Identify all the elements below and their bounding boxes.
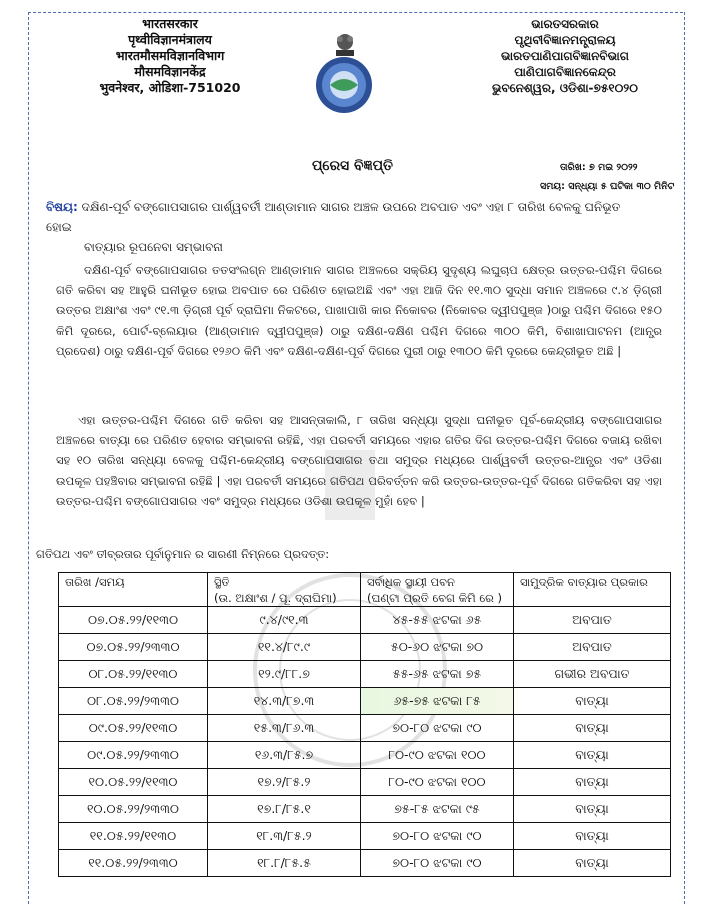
header-right-line: ଭାରତପାଣିପାଗବିଜ୍ଞାନବିଭାଗ bbox=[500, 49, 629, 63]
cell-date-time: ୧୦.୦୫.୨୨/୧୧୩୦ bbox=[59, 769, 208, 796]
table-row bbox=[59, 796, 671, 823]
cell-date-time: ୦୯.୦୫.୨୨/୨୩୩୦ bbox=[59, 742, 208, 769]
time-label: ସମୟ: ସନ୍ଧ୍ୟା ୫ ଘଟିକା ୩୦ ମିନିଟ bbox=[540, 181, 675, 192]
cell-wind: ୫୫-୬୫ ଝଟକା ୭୫ bbox=[361, 661, 514, 688]
cell-wind: ୬୫-୭୫ ଝଟକା ୮୫ bbox=[361, 688, 514, 715]
cell-position: ୧୪.୩/୮୭.୩ bbox=[208, 688, 361, 715]
cell-position: ୧୧.୪/୮୯.୯ bbox=[208, 634, 361, 661]
header-line: ସାମୁଦ୍ରିକ ବାତ୍ୟାର ପ୍ରକାର bbox=[520, 575, 648, 589]
cell-wind: ୭୦-୮୦ ଝଟକା ୯୦ bbox=[361, 823, 514, 850]
header-left-line: मौसमविज्ञानकेंद्र bbox=[134, 64, 206, 79]
header-line: (ଘଣ୍ଟା ପ୍ରତି ବେଗ କିମି ରେ ) bbox=[367, 591, 502, 605]
header-right-line: ଭୁବନେଶ୍ୱର, ଓଡିଶା-୭୫୧୦୨୦ bbox=[492, 81, 638, 95]
cell-date-time: ୧୧.୦୫.୨୨/୨୩୩୦ bbox=[59, 850, 208, 877]
page-frame-top bbox=[28, 12, 683, 13]
header-right-line: ଭାରତସରକାର bbox=[531, 17, 599, 31]
table-row bbox=[59, 823, 671, 850]
cell-wind: ୭୦-୮୦ ଝଟକା ୯୦ bbox=[361, 715, 514, 742]
header-left-hindi bbox=[60, 16, 280, 96]
cell-position: ୧୭.୮/୮୫.୧ bbox=[208, 796, 361, 823]
cell-type: ଅବପାତ bbox=[514, 634, 671, 661]
cell-position: ୧୮.୮/୮୫.୫ bbox=[208, 850, 361, 877]
cell-position: ୧୭.୨/୮୫.୨ bbox=[208, 769, 361, 796]
cell-position: ୯.୪/୯୧.୩ bbox=[208, 607, 361, 634]
cell-date-time: ୦୭.୦୫.୨୨/୨୩୩୦ bbox=[59, 634, 208, 661]
table-row bbox=[59, 850, 671, 877]
cell-type: ବାତ୍ୟା bbox=[514, 796, 671, 823]
header-line: ସ୍ଥିତି bbox=[214, 575, 230, 589]
table-row bbox=[59, 634, 671, 661]
cell-date-time: ୧୦.୦୫.୨୨/୨୩୩୦ bbox=[59, 796, 208, 823]
cell-wind: ୮୦-୯୦ ଝଟକା ୧୦୦ bbox=[361, 769, 514, 796]
header-line: ତାରିଖ /ସମୟ bbox=[65, 575, 125, 589]
table-row bbox=[59, 769, 671, 796]
cell-position: ୧୮.୩/୮୫.୨ bbox=[208, 823, 361, 850]
table-row bbox=[59, 661, 671, 688]
cell-type: ବାତ୍ୟା bbox=[514, 715, 671, 742]
cell-date-time: ୦୭.୦୫.୨୨/୧୧୩୦ bbox=[59, 607, 208, 634]
cell-wind: ୫୦-୬୦ ଝଟକା ୭୦ bbox=[361, 634, 514, 661]
cell-type: ବାତ୍ୟା bbox=[514, 823, 671, 850]
imd-logo-icon bbox=[308, 55, 380, 119]
header-left-line: भारतसरकार bbox=[142, 16, 198, 31]
cell-position: ୧୫.୩/୮୬.୩ bbox=[208, 715, 361, 742]
table-row bbox=[59, 742, 671, 769]
cell-wind: ୭୦-୮୦ ଝଟକା ୯୦ bbox=[361, 850, 514, 877]
header-line: (ଉ. ଅକ୍ଷାଂଶ / ପୂ. ଦ୍ରାଘିମା) bbox=[214, 591, 337, 605]
cell-date-time: ୧୧.୦୫.୨୨/୧୧୩୦ bbox=[59, 823, 208, 850]
subject-block bbox=[46, 197, 646, 257]
table-row bbox=[59, 688, 671, 715]
header-right-odia bbox=[450, 16, 680, 96]
subject-text: ଦକ୍ଷିଣ-ପୂର୍ବ ବଙ୍ଗୋପସାଗର ପାର୍ଶ୍ୱବର୍ତୀ ଆଣ୍ଡାମାନ ସାଗର ଅଞ୍ଚଳ ଉପରେ ଅବପାତ ଏବଂ ଏହା ୮ ତାରିଖ ବେଳକୁ ଘନିଭୂତ ହୋଇ bbox=[46, 200, 621, 234]
cell-wind: ୮୦-୯୦ ଝଟକା ୧୦୦ bbox=[361, 742, 514, 769]
cell-type: ଅବପାତ bbox=[514, 607, 671, 634]
header-left-line: भारतमौसमविज्ञानविभाग bbox=[115, 48, 225, 63]
cell-date-time: ୦୮.୦୫.୨୨/୨୩୩୦ bbox=[59, 688, 208, 715]
subject-text-continued: ବାତ୍ୟାର ରୂପନେବା ସମ୍ଭାବନା bbox=[84, 240, 223, 254]
header-right-line: ପୃଥିବୀବିଜ୍ଞାନମନ୍ତ୍ରାଳୟ bbox=[514, 33, 616, 47]
cell-type: ଗଭୀର ଅବପାତ bbox=[514, 661, 671, 688]
header-left-line: भुवनेश्वर, ओडिशा-751020 bbox=[99, 80, 241, 95]
cell-type: ବାତ୍ୟା bbox=[514, 850, 671, 877]
table-row bbox=[59, 715, 671, 742]
cell-wind: ୭୫-୮୫ ଝଟକା ୯୫ bbox=[361, 796, 514, 823]
cell-type: ବାତ୍ୟା bbox=[514, 742, 671, 769]
table-caption: ଗତିପଥ ଏବଂ ତୀବ୍ରତାର ପୂର୍ବାନୁମାନ ର ସାରଣୀ ନିମ୍ନରେ ପ୍ରଦତ୍ତ: bbox=[36, 547, 330, 561]
header-position bbox=[208, 573, 361, 607]
header-left-line: पृथ्वीविज्ञानमंत्रालय bbox=[128, 32, 212, 47]
cell-type: ବାତ୍ୟା bbox=[514, 769, 671, 796]
cell-date-time: ୦୮.୦୫.୨୨/୧୧୩୦ bbox=[59, 661, 208, 688]
header-right-line: ପାଣିପାଗବିଜ୍ଞାନକେନ୍ଦ୍ର bbox=[514, 65, 616, 79]
paragraph-1: ଦକ୍ଷିଣ-ପୂର୍ବ ବଙ୍ଗୋପସାଗର ତତସଂଲଗ୍ନ ଆଣ୍ଡାମାନ ସାଗର ଅଞ୍ଚଳରେ ସକ୍ରିୟ ସୁଦୃଶ୍ୟ ଲଘୁଚାପ କ୍ଷେତ୍ର ଉତ୍ତର-ପଶ୍ଚିମ ଦିଗରେ ଗତି କରିବା ସହ ଆହୁରି ଘନୀଭୂତ ହୋଇ ଅବପାତ ରେ ପରିଣତ ହୋଇଅଛି ଏବଂ ଏହା ଆଜି ଦିନ ୧୧.୩୦ ସୁଦ୍ଧା ସମାନ ଅଞ୍ଚଳରେ ୯.୪ ଡ଼ିଗ୍ରୀ ଉତ୍ତର ଅକ୍ଷାଂଶ ଏବଂ ୯୧.୩ ଡ଼ିଗ୍ରୀ ପୂର୍ବ ଦ୍ରାଘିମା ନିକଟରେ, ପାଖାପାଖି କାର ନିକୋବର (ନିକୋବର ଦ୍ୱୀପପୁଞ୍ଜ )ଠାରୁ ପଶ୍ଚିମ ଦିଗରେ ୧୫୦ କିମି ଦୂରରେ, ପୋର୍ଟ-ବ୍ଲେୟାର (ଆଣ୍ଡାମାନ ଦ୍ୱୀପପୁଞ୍ଜ) ଠାରୁ ଦକ୍ଷିଣ-ଦକ୍ଷିଣ ପଶ୍ଚିମ ଦିଗରେ ୩୦୦ କିମି, ବିଶାଖାପାଟନମ (ଆନ୍ଧ୍ର ପ୍ରଦେଶ) ଠାରୁ ଦକ୍ଷିଣ-ପୂର୍ବ ଦିଗରେ ୧୨୬୦ କିମି ଏବଂ ଦକ୍ଷିଣ-ଦକ୍ଷିଣ-ପୂର୍ବ ଦିଗରେ ପୁରୀ ଠାରୁ ୧୩୦୦ କିମି ଦୂରରେ କେନ୍ଦ୍ରୀଭୂତ ଅଛି | bbox=[56, 263, 662, 358]
cell-date-time: ୦୯.୦୫.୨୨/୧୧୩୦ bbox=[59, 715, 208, 742]
cell-position: ୧୬.୩/୮୫.୭ bbox=[208, 742, 361, 769]
header-max-wind bbox=[361, 573, 514, 607]
header-line: ସର୍ବାଧିକ ସ୍ଥାୟୀ ପବନ bbox=[367, 575, 455, 589]
cell-type: ବାତ୍ୟା bbox=[514, 688, 671, 715]
paragraph-2: ଏହା ଉତ୍ତର-ପଶ୍ଚିମ ଦିଗରେ ଗତି କରିବା ସହ ଆସନ୍ତାକାଲି, ୮ ତାରିଖ ସନ୍ଧ୍ୟା ସୁଦ୍ଧା ଘନୀଭୂତ ପୂର୍ବ-କେନ୍ଦ୍ରୀୟ ବଙ୍ଗୋପସାଗର ଅଞ୍ଚଳରେ ବାତ୍ୟା ରେ ପରିଣତ ହେବାର ସମ୍ଭାବନା ରହିଛି, ଏହା ପରବର୍ତୀ ସମୟରେ ଏହାର ଗତିର ଦିଗ ଉତ୍ତର-ପଶ୍ଚିମ ଦିଗରେ ବଜାୟ ରଖିବା ସହ ୧୦ ତାରିଖ ସନ୍ଧ୍ୟା ବେଳକୁ ପଶ୍ଚିମ-କେନ୍ଦ୍ରୀୟ ବଙ୍ଗୋପସାଗର ତଥା ସମୁଦ୍ର ମଧ୍ୟରେ ପାର୍ଶ୍ୱବର୍ତୀ ଉତ୍ତର-ଆନ୍ଧ୍ର ଏବଂ ଓଡିଶା ଉପକୂଳ ପହଞ୍ଚିବାର ସମ୍ଭାବନା ରହିଛି | ଏହା ପରବର୍ତୀ ସମୟରେ ଗତିପଥ ପରିବର୍ତ୍ତନ କରି ଉତ୍ତର-ଉତ୍ତର-ପୂର୍ବ ଦିଗରେ ଗତିକରିବା ସହ ଏହା ଉତ୍ତର-ପଶ୍ଚିମ ବଙ୍ଗୋପସାଗର ଏବଂ ସମୁଦ୍ର ମଧ୍ୟରେ ଓଡିଶା ଉପକୂଳ ମୁହାଁ ହେବ | bbox=[56, 413, 662, 508]
cell-position: ୧୨.୯/୮୮.୭ bbox=[208, 661, 361, 688]
table-row bbox=[59, 607, 671, 634]
page-title: ପ୍ରେସ ବିଜ୍ଞପ୍ତି bbox=[311, 158, 394, 174]
header-date-time bbox=[59, 573, 208, 607]
forecast-table bbox=[58, 572, 671, 877]
date-label: ତାରିଖ: ୭ ମଇ ୨୦୨୨ bbox=[560, 162, 638, 173]
cell-wind: ୪୫-୫୫ ଝଟକା ୬୫ bbox=[361, 607, 514, 634]
table-header-row bbox=[59, 573, 671, 607]
subject-label: ବିଷୟ: bbox=[46, 200, 78, 214]
header-disturbance-type bbox=[514, 573, 671, 607]
